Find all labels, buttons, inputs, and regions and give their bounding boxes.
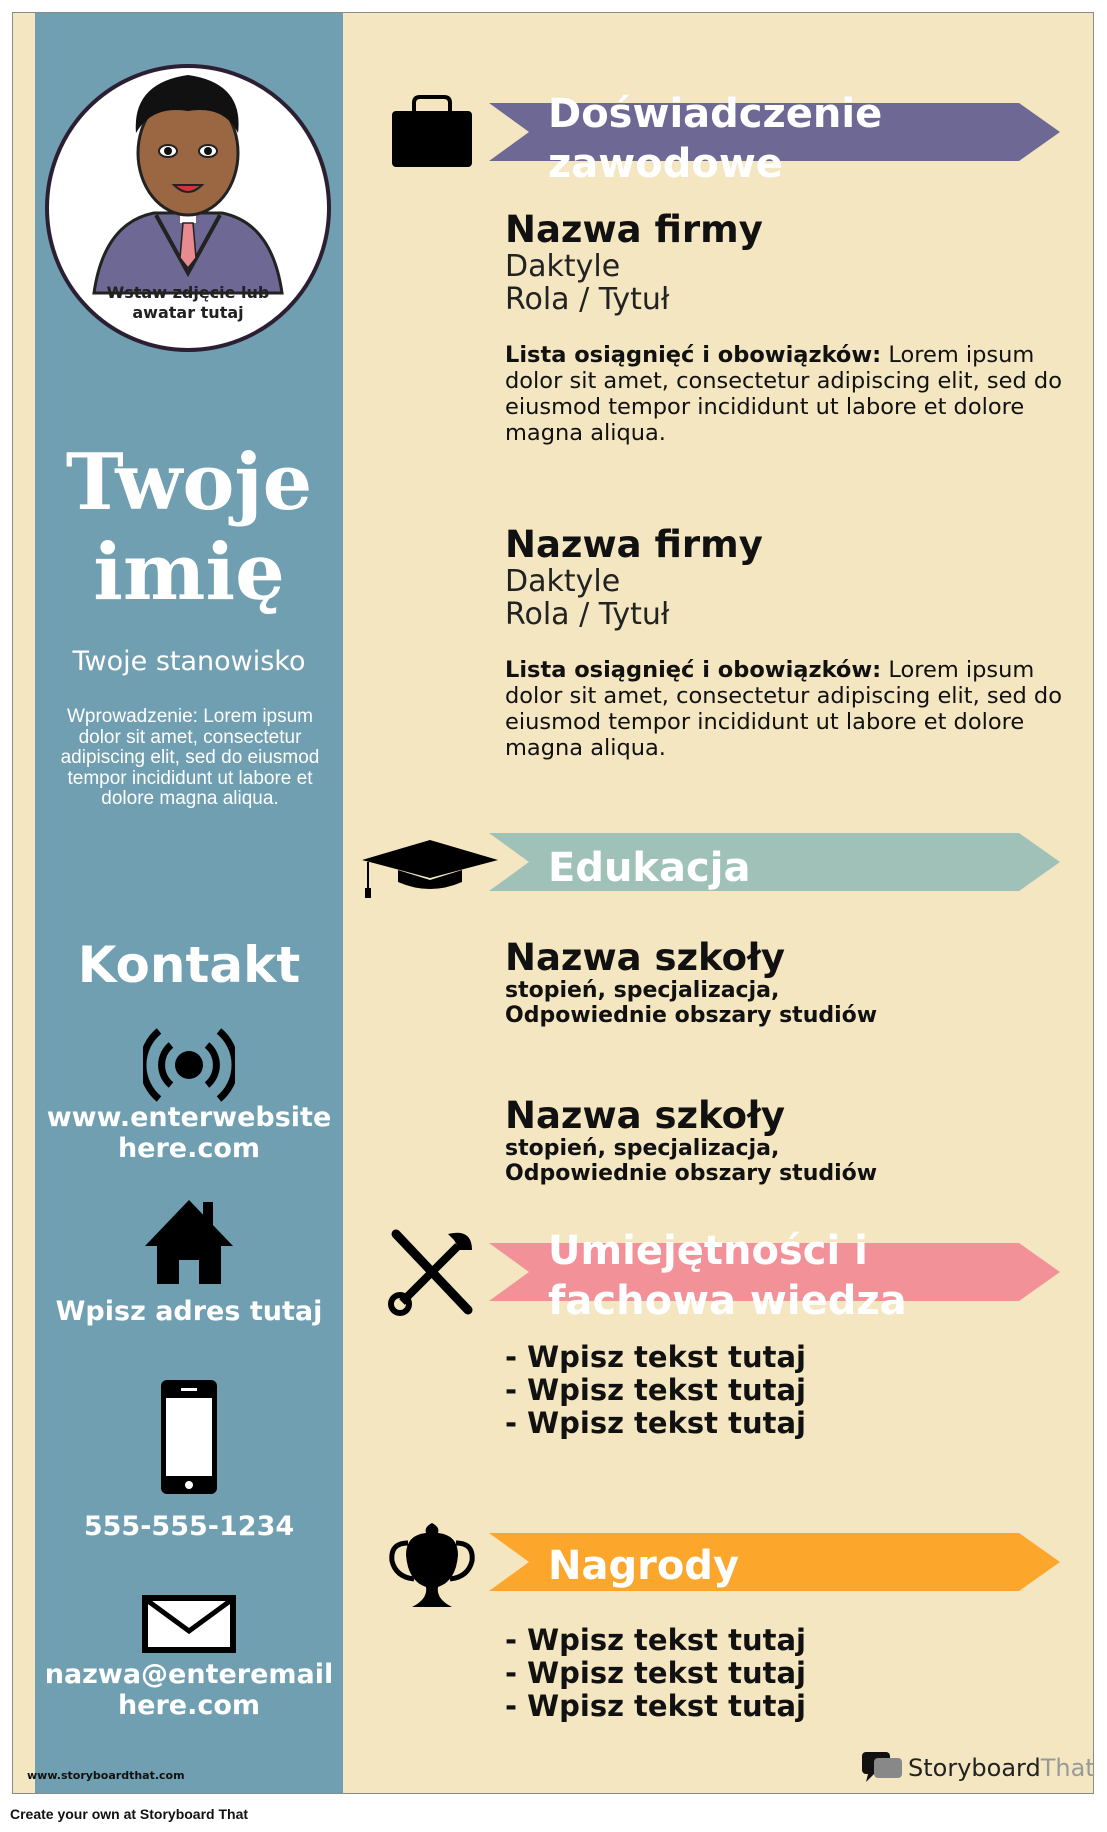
- email-line1: nazwa@enteremail: [44, 1659, 334, 1690]
- email-line2: here.com: [117, 1690, 261, 1721]
- duties-text: [505, 657, 1065, 761]
- degree: stopień, specjalizacja,: [505, 978, 780, 1003]
- skills-title-line2: fachowa wiedza: [548, 1278, 907, 1324]
- skills-list: [505, 1341, 806, 1440]
- name-line2: imię: [93, 527, 285, 618]
- award-item: - Wpisz tekst tutaj: [505, 1656, 806, 1690]
- study-area: Odpowiednie obszary studiów: [505, 1161, 878, 1186]
- education-entry: [505, 938, 877, 1028]
- email-link[interactable]: [35, 1659, 343, 1721]
- duties-label: Lista osiągnięć i obowiązków:: [505, 657, 882, 683]
- experience-entry: [505, 210, 1065, 446]
- duties-label: Lista osiągnięć i obowiązków:: [505, 342, 882, 368]
- awards-title: Nagrody: [548, 1543, 740, 1589]
- create-your-own-link[interactable]: Create your own at Storyboard That: [10, 1806, 249, 1822]
- job-title: Twoje stanowisko: [72, 646, 306, 677]
- skills-title-line1: Umiejętności i: [548, 1228, 868, 1274]
- school-name: Nazwa szkoły: [505, 1094, 785, 1137]
- awards-ribbon: [489, 1533, 1060, 1591]
- company-name: Nazwa firmy: [505, 208, 763, 251]
- intro-text: Wprowadzenie: Lorem ipsum dolor sit amet, consectetur adipiscing elit, sed do eiusmod tempor incididunt ut labore et dolore magna aliqua.: [60, 706, 320, 809]
- graduation-cap-icon: [362, 838, 498, 902]
- study-area: Odpowiednie obszary studiów: [505, 1003, 878, 1028]
- skill-item: - Wpisz tekst tutaj: [505, 1373, 806, 1407]
- award-item: - Wpisz tekst tutaj: [505, 1623, 806, 1657]
- trophy-icon: [388, 1521, 476, 1617]
- phone-number: 555-555-1234: [83, 1511, 295, 1542]
- website-line2: here.com: [117, 1133, 261, 1164]
- logo-text-storyboard: Storyboard: [908, 1754, 1041, 1782]
- website-link[interactable]: [35, 1102, 343, 1164]
- experience-entry: [505, 525, 1065, 761]
- logo-text-that: That: [1040, 1754, 1095, 1782]
- company-name: Nazwa firmy: [505, 523, 763, 566]
- education-title: Edukacja: [548, 845, 751, 891]
- phone-icon: [161, 1380, 217, 1498]
- education-entry: [505, 1096, 877, 1186]
- company-detail: Daktyle: [505, 564, 621, 599]
- experience-ribbon: [489, 91, 1060, 187]
- address-text: Wpisz adres tutaj: [55, 1296, 323, 1327]
- role-title: Rola / Tytuł: [505, 597, 670, 632]
- broadcast-icon: [143, 1025, 235, 1109]
- storyboardthat-logo[interactable]: [862, 1752, 1095, 1784]
- briefcase-icon: [390, 95, 474, 173]
- skills-ribbon: [489, 1228, 1060, 1324]
- school-name: Nazwa szkoły: [505, 936, 785, 979]
- tools-icon: [388, 1228, 476, 1320]
- degree: stopień, specjalizacja,: [505, 1136, 780, 1161]
- duties-body: Lorem ipsum dolor sit amet, consectetur adipiscing elit, sed do eiusmod tempor incididunt ut labore et dolore magna aliqua.: [505, 342, 1062, 446]
- experience-title-line1: Doświadczenie: [548, 91, 883, 137]
- avatar-caption: Wstaw zdjęcie lub awatar tutaj: [106, 283, 270, 322]
- duties-body: Lorem ipsum dolor sit amet, consectetur adipiscing elit, sed do eiusmod tempor incididunt ut labore et dolore magna aliqua.: [505, 657, 1062, 761]
- duties-text: [505, 342, 1065, 446]
- name-line1: Twoje: [65, 437, 313, 528]
- role-title: Rola / Tytuł: [505, 282, 670, 317]
- skill-item: - Wpisz tekst tutaj: [505, 1406, 806, 1440]
- experience-title-line2: zawodowe: [548, 141, 783, 187]
- company-detail: Daktyle: [505, 249, 621, 284]
- speech-bubbles-icon: [862, 1752, 904, 1784]
- envelope-icon: [142, 1595, 236, 1657]
- education-ribbon: [489, 833, 1060, 891]
- house-icon: [145, 1198, 233, 1288]
- award-item: - Wpisz tekst tutaj: [505, 1689, 806, 1723]
- footer-url[interactable]: www.storyboardthat.com: [27, 1769, 185, 1782]
- skill-item: - Wpisz tekst tutaj: [505, 1340, 806, 1374]
- awards-list: [505, 1624, 806, 1723]
- website-line1: www.enterwebsite: [46, 1102, 332, 1133]
- contact-heading: Kontakt: [77, 936, 301, 994]
